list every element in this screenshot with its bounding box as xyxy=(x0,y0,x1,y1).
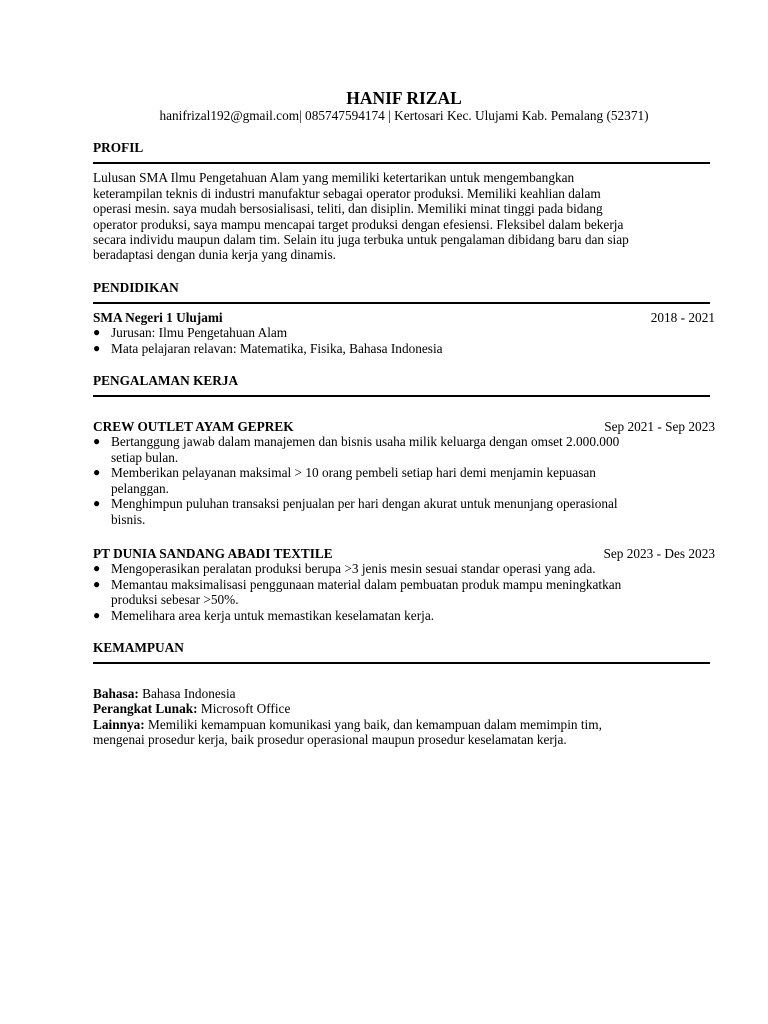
job-period: Sep 2021 - Sep 2023 xyxy=(604,419,715,435)
skill-language xyxy=(93,686,693,701)
job-responsibilities xyxy=(93,561,715,623)
section-title-skills: KEMAMPUAN xyxy=(93,639,184,655)
skill-label: Perangkat Lunak: xyxy=(93,701,198,717)
section-title-profile: PROFIL xyxy=(93,140,144,156)
section-divider xyxy=(93,395,710,397)
bullet-icon: ● xyxy=(93,434,101,449)
section-title-education: PENDIDIKAN xyxy=(93,279,179,295)
bullet-icon: ● xyxy=(93,325,101,340)
company-name: CREW OUTLET AYAM GEPREK xyxy=(93,419,294,435)
list-item: ● Jurusan: Ilmu Pengetahuan Alam xyxy=(93,325,288,341)
bullet-icon: ● xyxy=(93,561,101,576)
profile-summary xyxy=(93,170,693,262)
list-item: ● Bertanggung jawab dalam manajemen dan bisnis usaha milik keluarga dengan omset 2.000.000 setiap bulan. xyxy=(93,434,620,465)
section-divider xyxy=(93,662,710,664)
education-details xyxy=(93,325,715,356)
bullet-icon: ● xyxy=(93,340,101,355)
section-title-experience: PENGALAMAN KERJA xyxy=(93,373,239,389)
education-entry-header xyxy=(93,310,715,325)
job-responsibilities xyxy=(93,434,715,526)
skill-value: Microsoft Office xyxy=(197,701,291,717)
list-item: ● Menghimpun puluhan transaksi penjualan per hari dengan akurat untuk menunjang operasional bisnis. xyxy=(93,496,618,527)
list-item: ● Mengoperasikan peralatan produksi berupa >3 jenis mesin sesuai standar operasi yang ada. xyxy=(93,561,596,577)
skill-other xyxy=(93,717,693,732)
list-item: ● Memberikan pelayanan maksimal > 10 orang pembeli setiap hari demi menjamin kepuasan pelanggan. xyxy=(93,465,596,496)
profile-line: secara individu maupun dalam tim. Selain itu juga terbuka untuk pengalaman dibidang baru dan siap xyxy=(93,232,629,248)
company-name: PT DUNIA SANDANG ABADI TEXTILE xyxy=(93,545,333,561)
skill-value: Bahasa Indonesia xyxy=(138,685,236,701)
bullet-icon: ● xyxy=(93,465,101,480)
list-item: ● Memelihara area kerja untuk memastikan keselamatan kerja. xyxy=(93,607,435,623)
job-period: Sep 2023 - Des 2023 xyxy=(603,545,715,561)
skill-label: Bahasa: xyxy=(93,685,139,701)
bullet-icon: ● xyxy=(93,576,101,591)
section-divider xyxy=(93,162,710,164)
resume-page xyxy=(93,88,715,748)
education-period: 2018 - 2021 xyxy=(650,309,715,325)
profile-line: Lulusan SMA Ilmu Pengetahuan Alam yang memiliki ketertarikan untuk mengembangkan xyxy=(93,170,575,186)
skill-value: Memiliki kemampuan komunikasi yang baik, dan kemampuan dalam memimpin tim, xyxy=(144,716,602,732)
list-item: ● Mata pelajaran relavan: Matematika, Fisika, Bahasa Indonesia xyxy=(93,340,443,356)
skill-other-continued: mengenai prosedur kerja, baik prosedur operasional maupun prosedur keselamatan kerja. xyxy=(93,732,567,748)
profile-line: operasi mesin. saya mudah bersosialisasi, teliti, dan disiplin. Memiliki minat tinggi pada bidang xyxy=(93,201,603,217)
section-divider xyxy=(93,302,710,304)
profile-line: keterampilan teknis di industri manufaktur sebagai operator produksi. Memiliki keahlian dalam xyxy=(93,185,601,201)
bullet-icon: ● xyxy=(93,607,101,622)
school-name: SMA Negeri 1 Ulujami xyxy=(93,309,223,325)
profile-line: beradaptasi dengan dunia kerja yang dinamis. xyxy=(93,247,336,263)
job-entry-header xyxy=(93,546,715,561)
bullet-icon: ● xyxy=(93,496,101,511)
list-item: ● Memantau maksimalisasi penggunaan material dalam pembuatan produk mampu meningkatkan produksi sebesar >50%. xyxy=(93,576,622,608)
contact-info: hanifrizal192@gmail.com| 085747594174 | Kertosari Kec. Ulujami Kab. Pemalang (52371) xyxy=(159,108,649,123)
job-entry-header xyxy=(93,419,715,434)
skill-software xyxy=(93,701,693,716)
profile-line: operator produksi, saya mampu mencapai target produksi dengan efesiensi. Fleksibel dalam bekerja xyxy=(93,216,624,232)
candidate-name: HANIF RIZAL xyxy=(346,88,462,108)
skill-label: Lainnya: xyxy=(93,716,145,732)
